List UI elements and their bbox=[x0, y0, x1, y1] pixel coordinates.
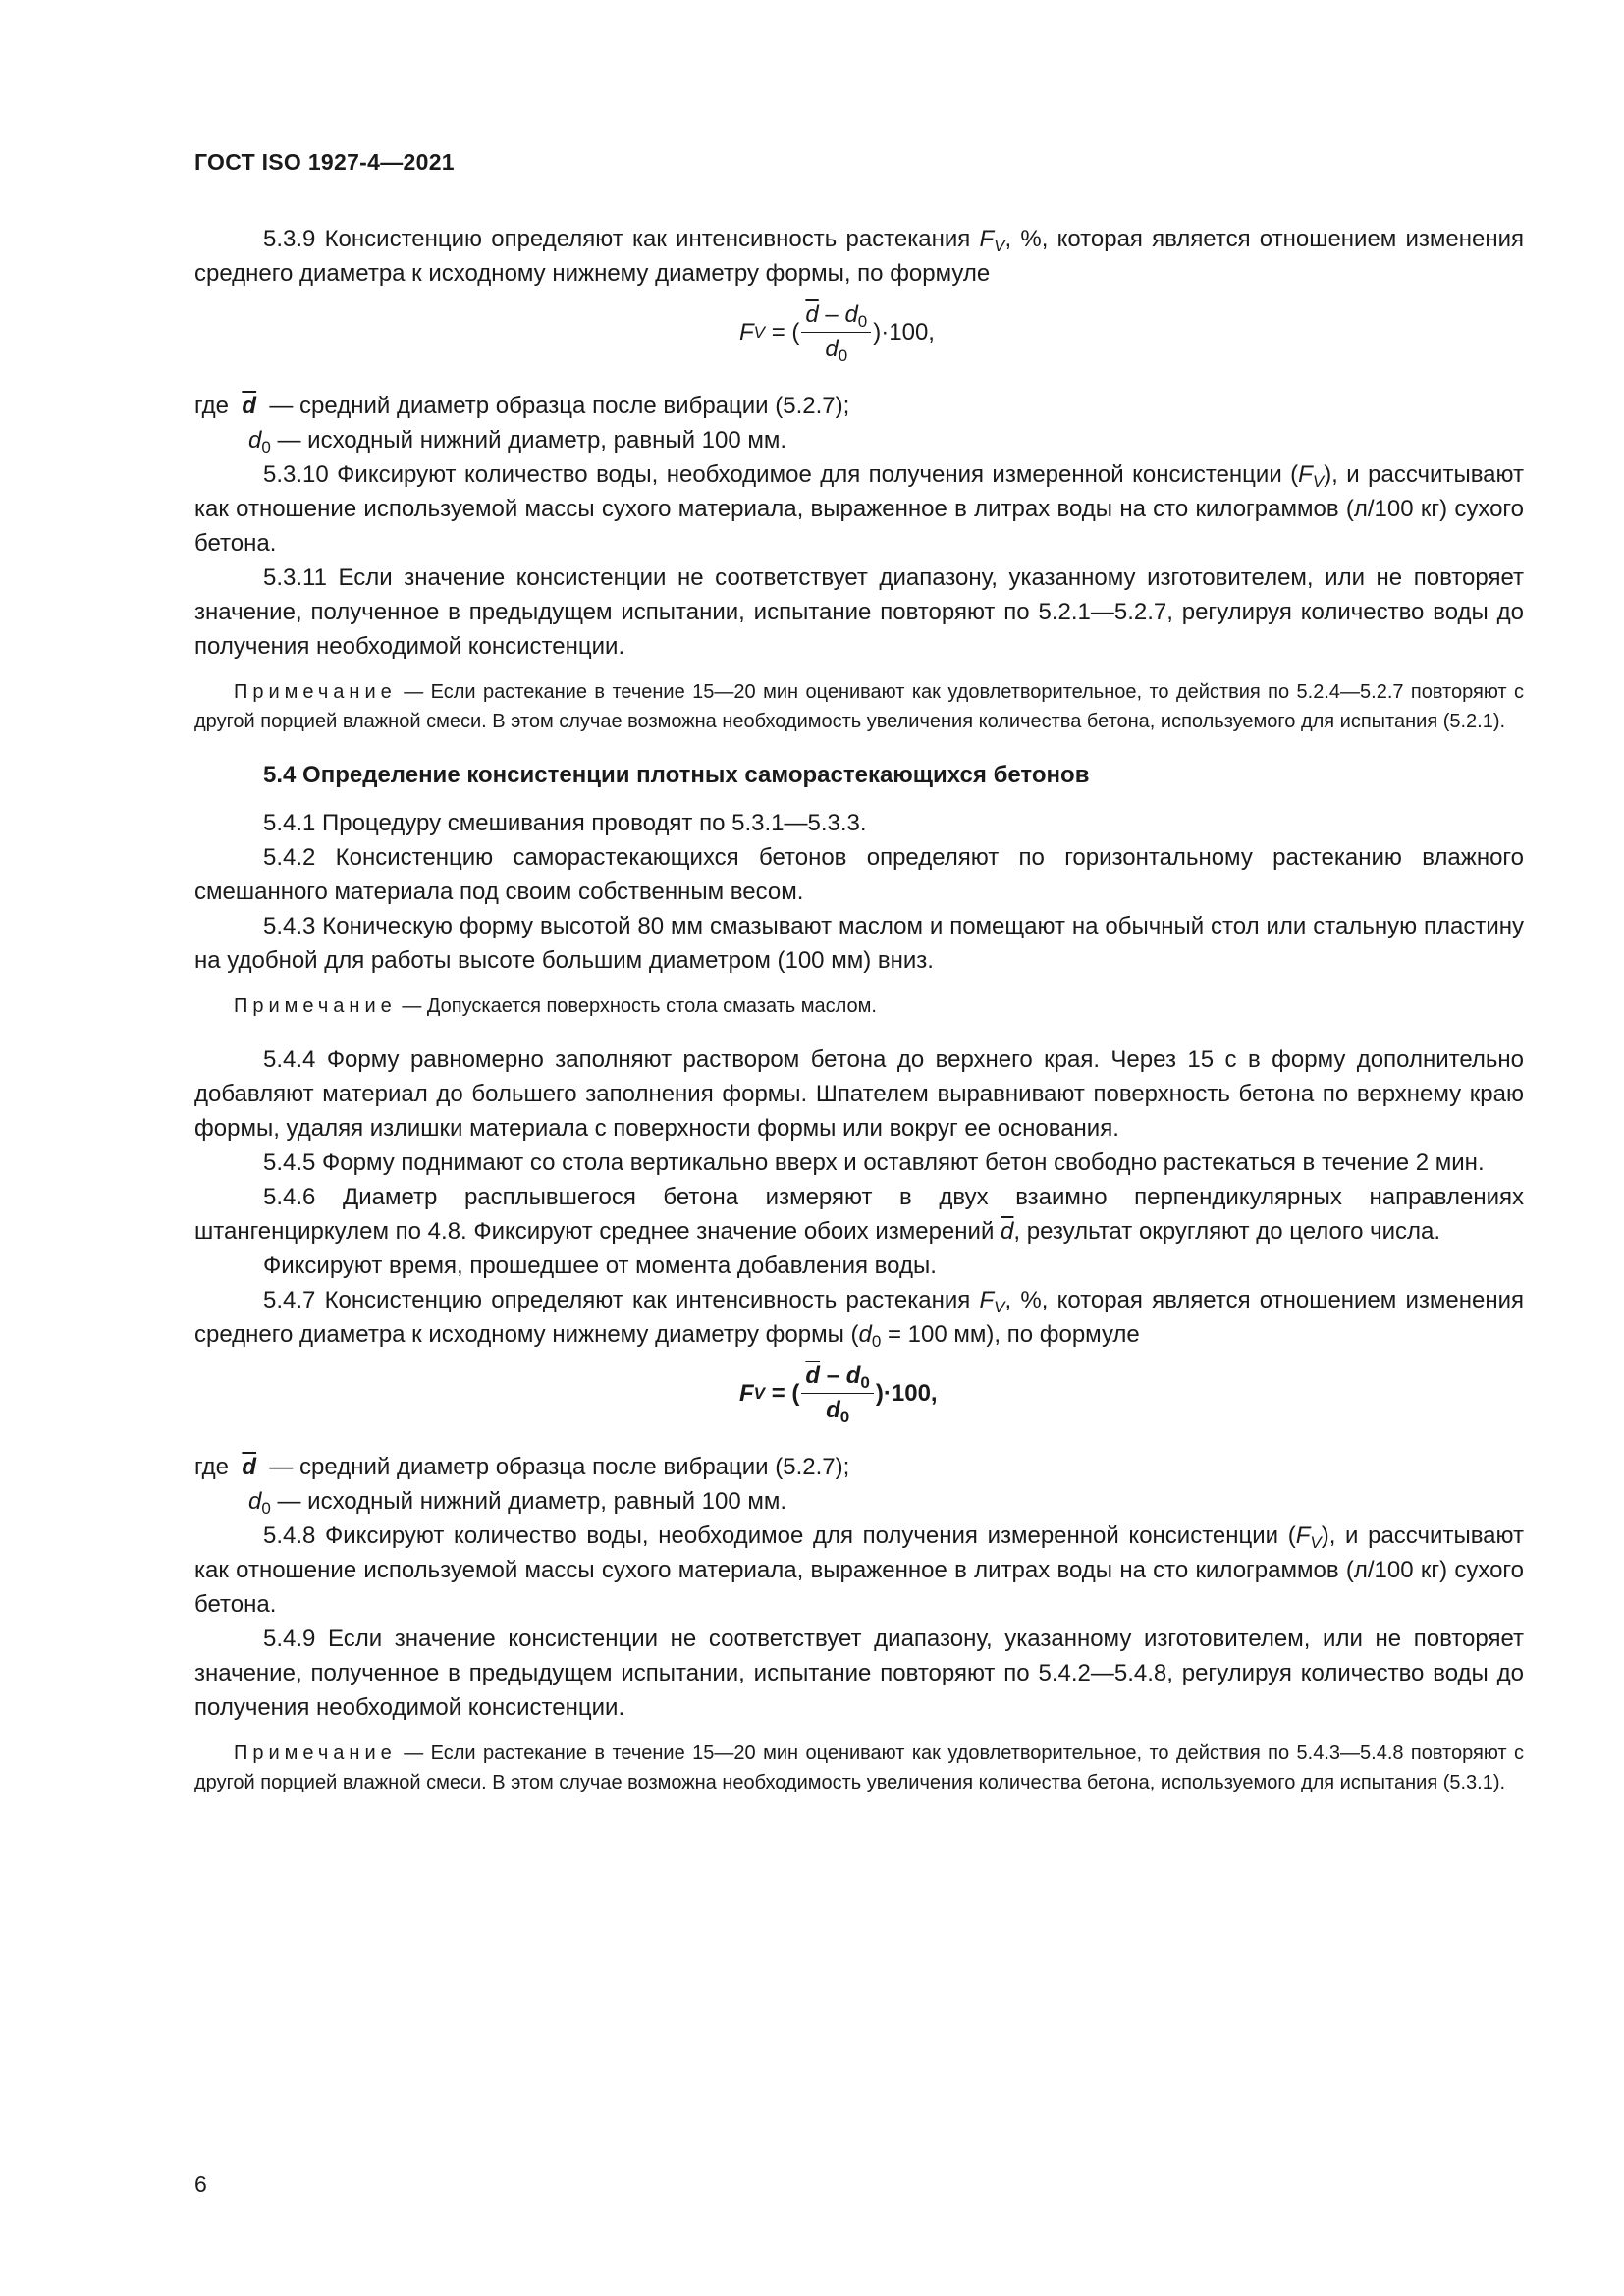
where-line-2: $d_0$ — исходный нижний диаметр, равный 100 мм. bbox=[248, 427, 787, 456]
where-line-1: где $\overline{d}$ — средний диаметр образца после вибрации (5.2.7); bbox=[194, 393, 850, 419]
paragraph-5-4-8: 5.4.8 Фиксируют количество воды, необходимое для получения измеренной консистенции $(F_V)$, и рассчитывают как отношение используемой массы сухого материала, выраженное в литрах воды на сто килограммов (л/100 кг) сухого бетона. bbox=[194, 1522, 1524, 1618]
paragraph-5-4-2: 5.4.2 Консистенцию саморастекающихся бетонов определяют по горизонтальному растеканию влажного смешанного материала под своим собственным весом. bbox=[194, 844, 1524, 905]
where-line-3: где $\overline{d}$ — средний диаметр образца после вибрации (5.2.7); bbox=[194, 1454, 850, 1480]
paragraph-5-4-5: 5.4.5 Форму поднимают со стола вертикально вверх и оставляют бетон свободно растекаться в течение 2 мин. bbox=[263, 1149, 1485, 1176]
formula-2: F V = ( $\frac{\overline{d} - d_0}{d_0}$ )·100, bbox=[739, 1362, 938, 1426]
paragraph-5-4-1: 5.4.1 Процедуру смешивания проводят по 5.3.1—5.3.3. bbox=[263, 810, 867, 836]
paragraph-5-3-9: 5.3.9 Консистенцию определяют как интенсивность растекания $F_V$, %, которая является отношением изменения среднего диаметра к исходному нижнему диаметру формы, по формуле bbox=[194, 226, 1525, 287]
document-body bbox=[194, 222, 1524, 1797]
paragraph-5-3-11: 5.3.11 Если значение консистенции не соответствует диапазону, указанному изготовителем, или не повторяет значение, полученное в предыдущем испытании, испытание повторяют по 5.2.1—5.2.7, регулируя количество воды до получения необходимой консистенции. bbox=[194, 564, 1524, 660]
paragraph-5-3-10: 5.3.10 Фиксируют количество воды, необходимое для получения измеренной консистенции $(F_V)$, и рассчитывают как отношение используемой массы сухого материала, выраженное в литрах воды на сто килограммов (л/100 кг) сухого бетона. bbox=[194, 461, 1524, 557]
paragraph-5-4-4: 5.4.4 Форму равномерно заполняют раствором бетона до верхнего края. Через 15 с в форму дополнительно добавляют материал до большего заполнения формы. Шпателем выравнивают поверхность бетона по верхнему краю формы, удаляя излишки материала с поверхности формы или вокруг ее основания. bbox=[194, 1046, 1524, 1142]
note-2: Примечание — Допускается поверхность стола смазать маслом. bbox=[234, 995, 877, 1017]
paragraph-5-4-9: 5.4.9 Если значение консистенции не соответствует диапазону, указанному изготовителем, или не повторяет значение, полученное в предыдущем испытании, испытание повторяют по 5.4.2—5.4.8, регулируя количество воды до получения необходимой консистенции. bbox=[194, 1626, 1524, 1721]
paragraph-5-4-3: 5.4.3 Коническую форму высотой 80 мм смазывают маслом и помещают на обычный стол или стальную пластину на удобной для работы высоте большим диаметром (100 мм) вниз. bbox=[194, 913, 1524, 974]
formula-1: F V = ( $\frac{\overline{d} - d_0}{d_0}$ )·100, bbox=[739, 301, 935, 365]
paragraph-5-4-7: 5.4.7 Консистенцию определяют как интенсивность растекания $F_V$, %, которая является отношением изменения среднего диаметра к исходному нижнему диаметру формы ($d_0 = 100$ мм), по формуле bbox=[194, 1287, 1525, 1351]
where-line-4: $d_0$ — исходный нижний диаметр, равный 100 мм. bbox=[248, 1488, 787, 1518]
paragraph-5-4-6: 5.4.6 Диаметр расплывшегося бетона измеряют в двух взаимно перпендикулярных направлениях штангенциркулем по 4.8. Фиксируют среднее значение обоих измерений $\overline{d}$, результат округляют до целого числа. bbox=[194, 1184, 1524, 1245]
heading-5-4: 5.4 Определение консистенции плотных саморастекающихся бетонов bbox=[263, 762, 1090, 788]
page-number: 6 bbox=[194, 2171, 207, 2197]
note-1: Примечание — Если растекание в течение 15—20 мин оценивают как удовлетворительное, то действия по 5.2.4—5.2.7 повторяют с другой порцией влажной смеси. В этом случае возможна необходимость увеличения количества бетона, используемого для испытания (5.2.1). bbox=[194, 681, 1524, 732]
paragraph-record-time: Фиксируют время, прошедшее от момента добавления воды. bbox=[263, 1253, 937, 1279]
document-header: ГОСТ ISO 1927-4—2021 bbox=[194, 149, 455, 175]
note-3: Примечание — Если растекание в течение 15—20 мин оценивают как удовлетворительное, то действия по 5.4.3—5.4.8 повторяют с другой порцией влажной смеси. В этом случае возможна необходимость увеличения количества бетона, используемого для испытания (5.3.1). bbox=[194, 1742, 1524, 1793]
